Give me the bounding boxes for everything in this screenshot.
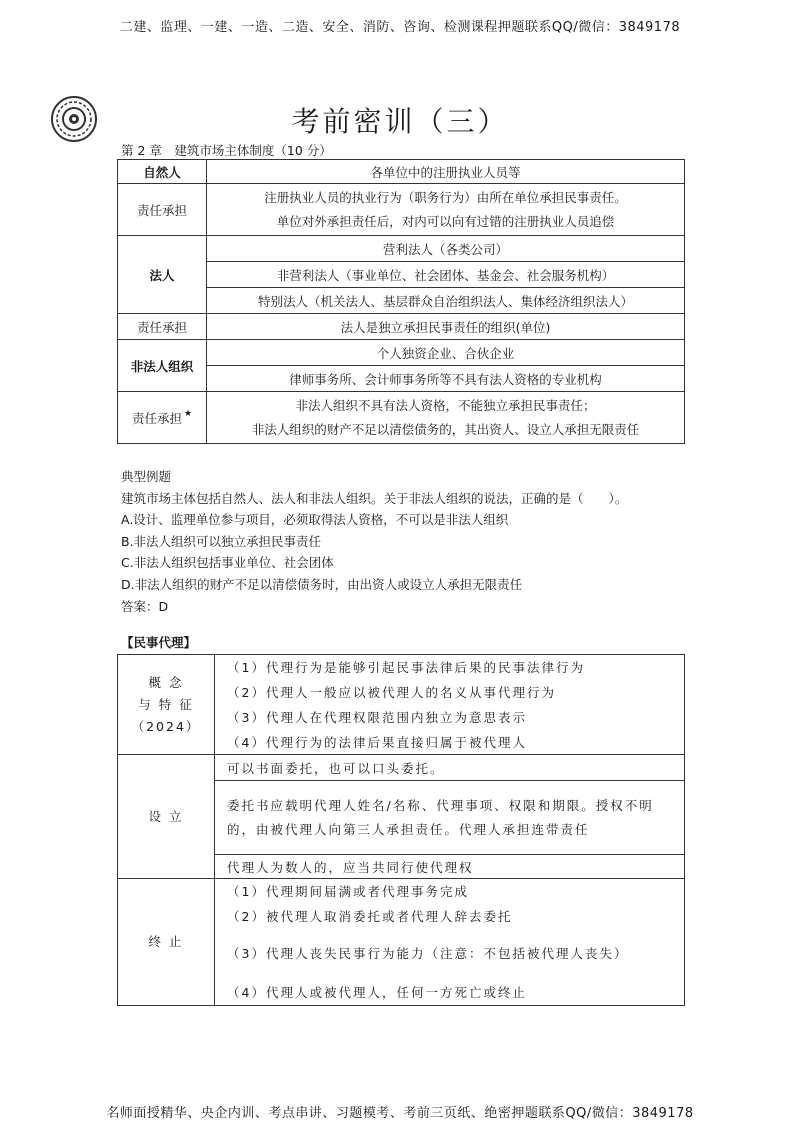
footer-banner: 名师面授精华、央企内训、考点串讲、习题模考、考前三页纸、绝密押题联系QQ/微信：3849178 [106,1106,694,1121]
termination-item: （3）代理人丧失民事行为能力（注意：不包括被代理人丧失） [215,929,685,979]
chapter-heading: 第 2 章 建筑市场主体制度（10 分） [121,143,332,158]
legal-person-row: 特别法人（机关法人、基层群众自治组织法人、集体经济组织法人） [207,288,685,314]
star-icon: ★ [183,408,193,419]
non-legal-row: 律师事务所、会计师事务所等不具有法人资格的专业机构 [207,366,685,392]
natural-person-content: 各单位中的注册执业人员等 [207,160,685,184]
termination-item: （4）代理人或被代理人，任何一方死亡或终止 [215,979,685,1006]
concept-item: （2）代理人一般应以被代理人的名义从事代理行为 [215,680,685,705]
establish-row: 代理人为数人的，应当共同行使代理权 [215,855,685,879]
non-legal-label: 非法人组织 [118,340,207,392]
example-answer: 答案：D [121,598,169,614]
establish-row: 可以书面委托，也可以口头委托。 [215,755,685,781]
example-question: 建筑市场主体包括自然人、法人和非法人组织。关于非法人组织的说法，正确的是（ ）。 [121,490,628,506]
non-legal-row: 个人独资企业、合伙企业 [207,340,685,366]
concept-item: （4）代理行为的法律后果直接归属于被代理人 [215,730,685,755]
example-block [121,466,627,617]
page-title: 考前密训（三） [291,105,509,138]
agency-heading: 【民事代理】 [121,635,197,650]
legal-liability-label: 责任承担 [118,314,207,340]
legal-person-row: 营利法人（各类公司） [207,236,685,262]
legal-person-row: 非营利法人（事业单位、社会团体、基金会、社会服务机构） [207,262,685,288]
termination-label: 终 止 [118,879,215,1006]
termination-item: （1）代理期间届满或者代理事务完成 [215,879,685,904]
concept-item: （3）代理人在代理权限范围内独立为意思表示 [215,705,685,730]
establish-label: 设 立 [118,755,215,879]
legal-person-label: 法人 [118,236,207,314]
natural-person-label: 自然人 [118,160,207,184]
example-option: A.设计、监理单位参与项目，必须取得法人资格，不可以是非法人组织 [121,512,509,528]
non-legal-liability-label: 责任承担 ★ [118,392,207,444]
top-banner: 二建、监理、一建、一造、二造、安全、消防、咨询、检测课程押题联系QQ/微信：3849178 [119,20,681,35]
legal-liability-content: 法人是独立承担民事责任的组织(单位) [207,314,685,340]
agency-table [117,654,685,1006]
example-option: C.非法人组织包括事业单位、社会团体 [121,555,334,571]
concept-item: （1）代理行为是能够引起民事法律后果的民事法律行为 [215,655,685,680]
example-option: D.非法人组织的财产不足以清偿债务时，由出资人或设立人承担无限责任 [121,576,523,592]
natural-liability-content: 注册执业人员的执业行为（职务行为）由所在单位承担民事责任。 单位对外承担责任后，对内可以向有过错的注册执业人员追偿 [207,184,685,236]
termination-item: （2）被代理人取消委托或者代理人辞去委托 [215,904,685,929]
concept-label: 概 念 与 特 征 （2024） [118,655,215,755]
natural-liability-label: 责任承担 [118,184,207,236]
example-heading: 典型例题 [121,469,172,484]
example-option: B.非法人组织可以独立承担民事责任 [121,533,322,549]
market-subject-table [117,159,685,444]
non-legal-liability-content: 非法人组织不具有法人资格，不能独立承担民事责任； 非法人组织的财产不足以清偿债务的，其出资人、设立人承担无限责任 [207,392,685,444]
establish-row: 委托书应载明代理人姓名/名称、代理事项、权限和期限。授权不明的，由被代理人向第三人承担责任。代理人承担连带责任 [215,781,685,855]
